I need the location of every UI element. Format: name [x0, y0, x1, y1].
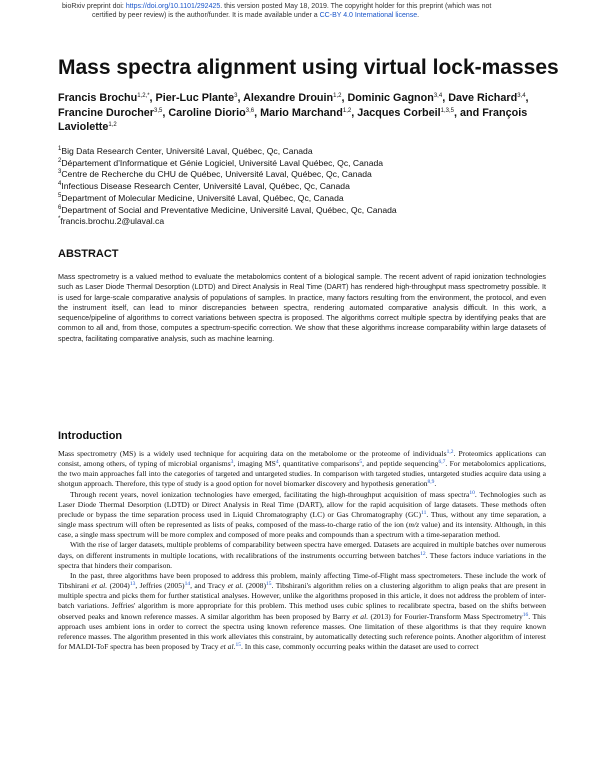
author-affiliation-marker: 3,4 — [433, 93, 443, 99]
author-name: Caroline Diorio — [168, 106, 246, 119]
notice-text: . this version posted May 18, 2019. The copyright holder for this preprint (which was not — [220, 3, 492, 10]
author-affiliation-marker: 3,6 — [245, 107, 255, 114]
citation-marker[interactable]: 8,9 — [427, 479, 435, 486]
author-name: Dave Richard — [448, 92, 518, 104]
paragraph-text: Through recent years, novel ionization technologies have emerged, facilitating the high-throughput acquisition of mass spectra — [70, 489, 470, 499]
introduction-paragraph — [58, 449, 546, 490]
author-affiliation-marker: 1,2 — [342, 107, 352, 114]
introduction-heading: Introduction — [58, 430, 123, 442]
paragraph-text: With the rise of larger datasets, multiple problems of comparability between spectra have emerged. Datasets are acquired in multiple batches over numerous days, on different instruments in multiple locations, with recalibrations of the instruments occurring between batches — [58, 540, 546, 560]
affiliation-item — [58, 193, 558, 205]
introduction-paragraph — [58, 540, 546, 570]
affiliation-text: Infectious Disease Research Center, Université Laval, Québec, Qc, Canada — [61, 181, 350, 192]
doi-link[interactable]: https://doi.org/10.1101/292425 — [125, 3, 221, 10]
author-name: Jacques Corbeil — [357, 106, 441, 119]
paragraph-text: value) and its intensity. Although, in this case, a single mass spectrum will be more complex and composed of more peaks and compounds than a spectrum with a time-separation method. — [58, 520, 546, 540]
affiliation-marker: * — [58, 216, 61, 223]
affiliation-item — [58, 158, 558, 170]
notice-text: . — [417, 12, 420, 19]
affiliation-item — [58, 169, 558, 181]
citation-marker[interactable]: 12 — [420, 550, 426, 557]
author-name: Pier-Luc Plante — [155, 92, 235, 104]
license-link[interactable]: CC-BY 4.0 International license — [319, 12, 418, 19]
citation-marker[interactable]: 14 — [184, 581, 191, 588]
paragraph-text: . For metabolomics applications, the two main approaches fall into the categories of targeted and untargeted studies. In comparison with targeted studies, untargeted studies acquire data using a shotgun approach. Therefore, this type of study is a good option for novel biomarker discovery and hypothesis generation — [58, 459, 546, 489]
affiliation-item — [58, 205, 558, 217]
citation-marker[interactable]: 13 — [129, 581, 136, 588]
citation-marker[interactable]: 3 — [230, 459, 234, 466]
italic-text: et al. — [91, 581, 108, 591]
author-affiliation-marker: 3,4 — [517, 93, 526, 99]
paragraph-text: , quantitative comparisons — [278, 459, 360, 469]
citation-marker[interactable]: 11 — [421, 509, 427, 516]
introduction-body — [58, 449, 546, 652]
paragraph-text: . Technologies such as Laser Diode Thermal Desorption (LDTD) or Direct Analysis in Real Time (DART), allow for the rapid acquisition of large datasets. These methods often preclude or bypass the time separation process used in Liquid Chromatography (LC) or Gas Chromatography (GC) — [58, 489, 546, 519]
author-affiliation-marker: 1,2 — [108, 122, 117, 128]
author-name: Francine Durocher — [58, 106, 154, 119]
affiliation-marker: 2 — [58, 157, 62, 164]
paragraph-text: . Proteomics applications can consist, among others, of typing of microbial organisms — [58, 449, 546, 469]
affiliation-list — [58, 146, 558, 228]
italic-text: et al. — [220, 641, 236, 651]
introduction-paragraph — [58, 490, 546, 541]
paragraph-text: . Tibshirani's algorithm relies on a clustering algorithm to align peaks that are present in multiple spectra and picks them for further statistical analyses. However, unlike the algorithms proposed in this article, it does not address the problem of inter-batch variations. Jeffries' algorithm is more appropriate for this problem. This method uses cubic splines to recalibrate spectra, based on the shifts between observed peaks and known reference masses. A similar algorithm has been proposed by Barry — [58, 581, 546, 621]
citation-marker[interactable]: 16 — [522, 611, 529, 618]
italic-text: m/z — [408, 520, 420, 530]
notice-text: certified by peer review) is the author/funder. It is made available under a — [92, 12, 320, 19]
paragraph-text: . — [434, 479, 437, 489]
affiliation-text: francis.brochu.2@ulaval.ca — [60, 216, 165, 227]
abstract-heading: ABSTRACT — [58, 248, 119, 260]
abstract-text: Mass spectrometry is a valued method to evaluate the metabolomics content of a biological sample. The recent advent of rapid ionization technologies such as Laser Diode Thermal Desorption (LDTD) and Direct Analysis in Real Time (DART) has rendered high-throughput mass spectrometry possible. It is used for large-scale comparative analysis of populations of samples. In practice, many factors resulting from the environment, the protocol, and even the instrument itself, can lead to minor discrepancies between spectra, rendering automated comparative analysis difficult. In this work, a sequence/pipeline of algorithms to correct variations between spectra is proposed. The algorithms correct multiple spectra by identifying peaks that are common to all and, from those, computes a spectrum-specific correction. We show that these algorithms increase comparability within large datasets of spectra, facilitating comparative analysis, such as machine learning. — [58, 272, 546, 343]
paragraph-text: , and Tracy — [190, 581, 228, 591]
paragraph-text: (2004) — [107, 581, 130, 591]
citation-marker[interactable]: 10 — [469, 489, 475, 496]
affiliation-item — [58, 181, 558, 193]
preprint-notice — [62, 2, 542, 20]
paragraph-text: , imaging MS — [233, 459, 276, 469]
paper-title: Mass spectra alignment using virtual lock-masses — [58, 56, 559, 79]
paragraph-text: , and peptide sequencing — [362, 459, 439, 469]
paragraph-text: In the past, three algorithms have been proposed to address this problem, mainly affecting Time-of-Flight mass spectrometers. These include the work of Tibshirani — [58, 570, 546, 591]
citation-marker[interactable]: 4 — [275, 459, 279, 466]
paragraph-text: . This approach uses ambient ions in order to correct the spectra using known reference masses. One limitation of these algorithms is that they require known reference masses. The algorithm presented in this work alleviates this constraint, by automatically detecting such reference points. Another algorithm of interest for MALDI-ToF spectra has been proposed by Tracy — [58, 611, 546, 651]
affiliation-text: Big Data Research Center, Université Laval, Québec, Qc, Canada — [61, 146, 313, 156]
preprint-notice-line-2 — [62, 11, 542, 20]
affiliation-text: Département d'Informatique et Génie Logiciel, Université Laval Québec, Qc, Canada — [61, 157, 384, 168]
author-name: Mario Marchand — [260, 106, 343, 119]
introduction-paragraph — [58, 571, 546, 652]
author-name: Dominic Gagnon — [347, 92, 434, 104]
author-affiliation-marker: 1,2 — [333, 93, 342, 99]
citation-marker[interactable]: 15 — [265, 581, 272, 588]
preprint-notice-line-1 — [62, 2, 542, 11]
author-name: François Laviolette — [58, 106, 528, 133]
citation-marker[interactable]: 1,2 — [446, 449, 454, 455]
paragraph-text: . Thus, without any time separation, a single mass spectrum will often be represented as lists of peaks, composed of the mass-to-charge ratio of the ion ( — [58, 509, 546, 530]
paragraph-text: Mass spectrometry (MS) is a widely used technique for acquiring data on the metabolome or the proteome of individuals — [58, 449, 447, 458]
affiliation-marker: 1 — [58, 146, 62, 152]
notice-text: bioRxiv preprint doi: — [62, 3, 126, 10]
citation-marker[interactable]: 5 — [359, 459, 363, 466]
affiliation-marker: 4 — [58, 181, 62, 188]
author-affiliation-marker: 3,5 — [154, 107, 163, 114]
author-name: Alexandre Drouin — [243, 92, 334, 104]
affiliation-text: Department of Molecular Medicine, Université Laval, Québec, Qc, Canada — [61, 192, 344, 203]
paragraph-text: . These factors induce variations in the spectra that hinders their comparison. — [58, 550, 546, 570]
italic-text: et al. — [352, 611, 369, 621]
author-affiliation-marker: 1,3,5 — [440, 107, 454, 114]
citation-marker[interactable]: 15 — [235, 641, 241, 648]
citation-marker[interactable]: 6,7 — [438, 459, 446, 466]
affiliation-text: Centre de Recherche du CHU de Québec, Université Laval, Québec, Qc, Canada — [61, 169, 372, 180]
affiliation-marker: 3 — [58, 169, 62, 176]
paragraph-text: , Jeffries (2005) — [135, 581, 185, 591]
affiliation-item — [58, 146, 558, 158]
paragraph-text: . In this case, commonly occurring peaks within the dataset are used to correct — [240, 641, 479, 651]
author-name: Francis Brochu — [58, 92, 138, 104]
author-list: Francis Brochu$^{1,2,*}$, Pier-Luc Plante$^3$, Alexandre Drouin$^{1,2}$, Dominic Gagnon$^{3,4}$, Dave Richard$^{3,4}$, Francine Durocher$^{3,5}$, Caroline Diorio$^{3,6}$, Mario Marchand$^{1,2}$, Jacques Corbeil$^{1,3,5}$, and François Laviolette$^{1,2}$ — [58, 92, 529, 133]
paragraph-text: (2013) for Fourier-Transform Mass Spectrometry — [368, 611, 523, 621]
affiliation-text: Department of Social and Preventative Medicine, Université Laval, Québec, Qc, Canada — [61, 204, 397, 215]
affiliation-marker: 5 — [58, 192, 62, 199]
affiliation-item — [58, 216, 558, 228]
author-affiliation-marker: 3 — [234, 93, 238, 99]
paragraph-text: (2008) — [243, 581, 266, 591]
italic-text: et al. — [227, 581, 244, 591]
affiliation-marker: 6 — [58, 204, 62, 211]
author-affiliation-marker: 1,2,* — [137, 93, 150, 99]
